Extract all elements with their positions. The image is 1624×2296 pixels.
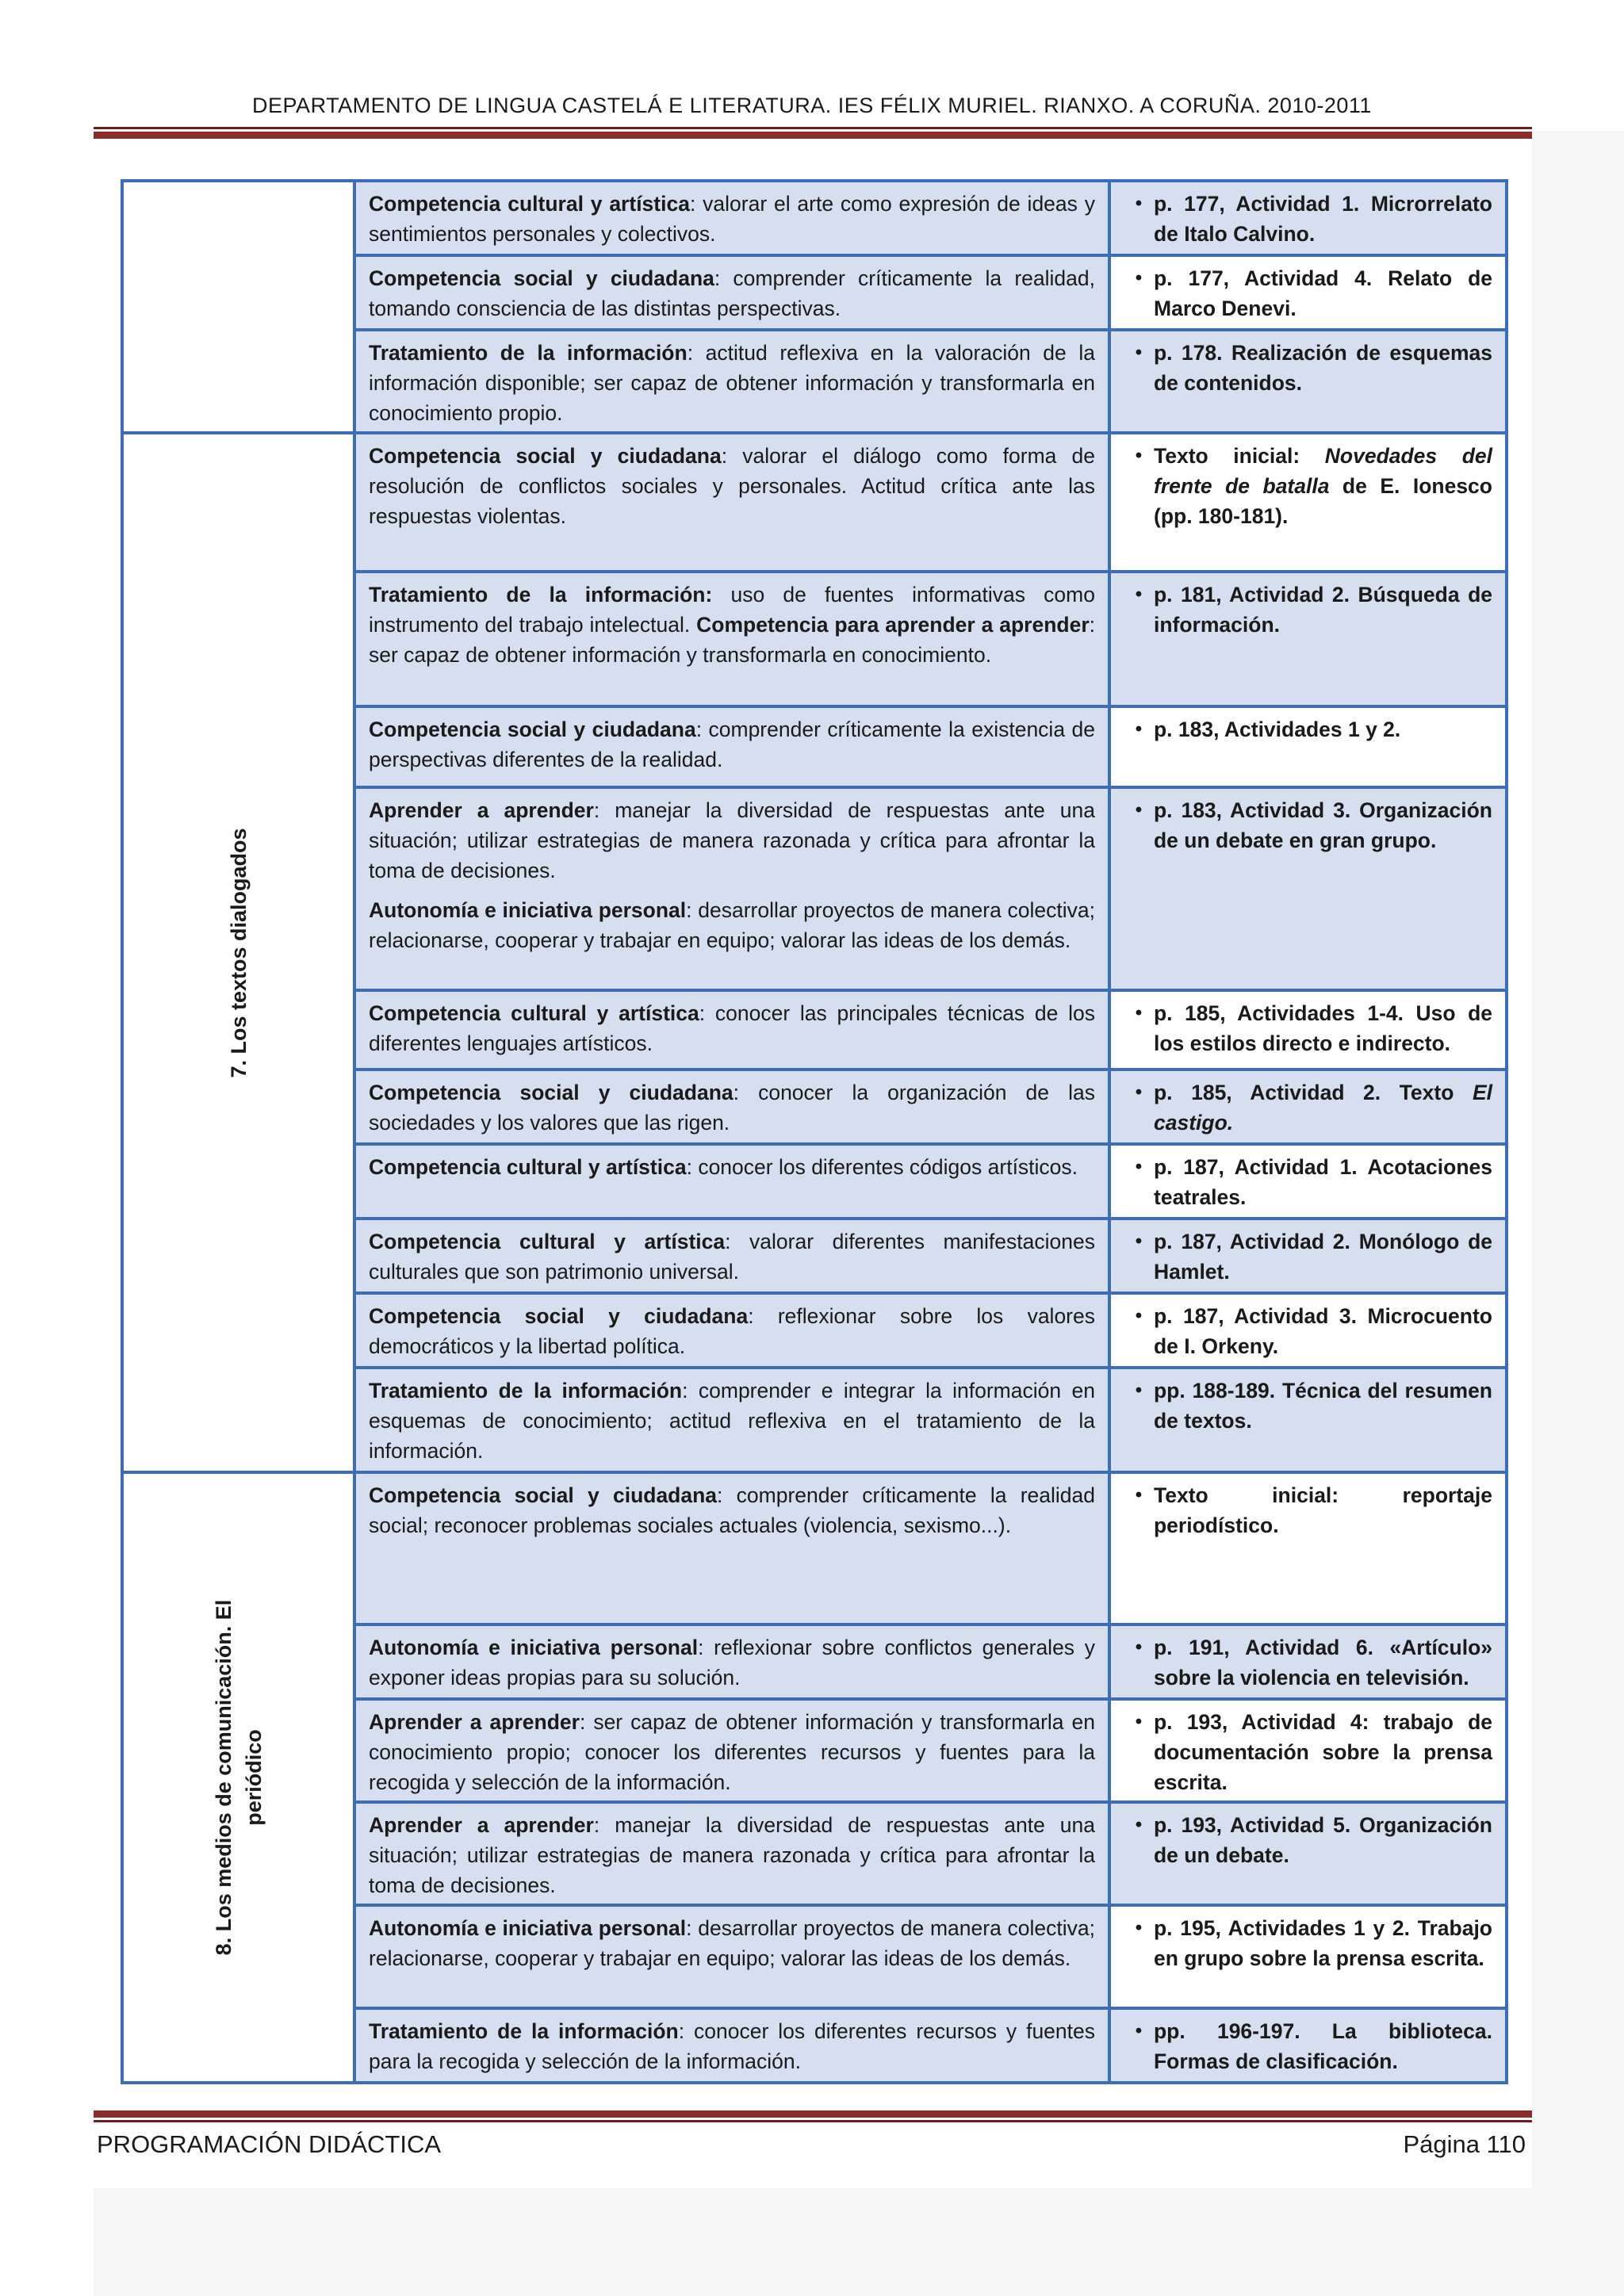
activity-item — [1124, 263, 1492, 323]
activity-text — [1154, 1632, 1492, 1693]
activity-cell — [1109, 181, 1507, 255]
competency-name: Competencia cultural y artística — [369, 192, 690, 216]
bullet-icon: • — [1135, 1380, 1143, 1401]
activity-item — [1124, 795, 1492, 855]
text-run: Texto inicial: — [1154, 444, 1325, 468]
activity-item — [1124, 1632, 1492, 1693]
competency-paragraph — [369, 1632, 1095, 1693]
activity-text — [1154, 580, 1492, 640]
activity-item — [1124, 714, 1492, 744]
text-run: : comprender críticamente la realidad social; reconocer problemas sociales actuales (violencia, sexismo...). — [369, 1483, 1095, 1537]
text-run: : reflexionar sobre conflictos generales y exponer ideas propias para su solución. — [369, 1636, 1095, 1689]
footer-rule — [94, 2110, 1532, 2122]
competency-paragraph — [369, 1376, 1095, 1466]
page-shadow-right — [1532, 131, 1624, 2296]
text-run: p. 177, Actividad 1. Microrrelato de Italo Calvino. — [1154, 192, 1492, 246]
activity-cell — [1109, 990, 1507, 1070]
competency-name: Competencia cultural y artística — [369, 1001, 699, 1025]
text-run: : reflexionar sobre los valores democráticos y la libertad política. — [369, 1304, 1095, 1358]
activity-cell — [1109, 330, 1507, 433]
competency-paragraph — [369, 580, 1095, 670]
text-run: p. 178. Realización de esquemas de contenidos. — [1154, 341, 1492, 395]
activity-text — [1154, 263, 1492, 323]
competency-name: Competencia social y ciudadana — [369, 1304, 749, 1328]
competency-cell — [354, 1472, 1109, 1624]
activity-cell — [1109, 1219, 1507, 1293]
text-run: : conocer las principales técnicas de los diferentes lenguajes artísticos. — [369, 1001, 1095, 1055]
bullet-icon: • — [1135, 1156, 1143, 1177]
bullet-icon: • — [1135, 1711, 1143, 1732]
activity-item — [1124, 580, 1492, 640]
activity-text — [1154, 338, 1492, 398]
activity-text — [1154, 1480, 1492, 1540]
activity-cell — [1109, 1472, 1507, 1624]
activity-cell — [1109, 1070, 1507, 1144]
competency-cell — [354, 433, 1109, 572]
competency-paragraph — [369, 1810, 1095, 1900]
competency-cell — [354, 1144, 1109, 1219]
competency-paragraph — [369, 1301, 1095, 1361]
competency-name: Competencia social y ciudadana — [369, 266, 714, 290]
competency-name: Aprender a aprender — [369, 1710, 580, 1734]
text-run: : valorar el diálogo como forma de resolución de conflictos sociales y personales. Actitud crítica ante las respuestas violentas. — [369, 444, 1095, 528]
text-run: p. 177, Actividad 4. Relato de Marco Denevi. — [1154, 266, 1492, 320]
competency-cell — [354, 2008, 1109, 2083]
activity-item — [1124, 1376, 1492, 1436]
activity-item — [1124, 1913, 1492, 1973]
activity-item — [1124, 1301, 1492, 1361]
work-title: El castigo. — [1154, 1081, 1492, 1135]
activity-cell — [1109, 1144, 1507, 1219]
competency-paragraph — [369, 895, 1095, 955]
activity-item — [1124, 1226, 1492, 1287]
activity-item — [1124, 189, 1492, 249]
unit-7-label: 7. Los textos dialogados — [226, 827, 251, 1078]
bullet-icon: • — [1135, 1081, 1143, 1103]
text-run: : comprender críticamente la existencia de perspectivas diferentes de la realidad. — [369, 718, 1095, 771]
page-number: Página 110 — [1403, 2130, 1526, 2158]
competency-paragraph — [369, 441, 1095, 531]
activity-text — [1154, 441, 1492, 531]
table-row — [122, 433, 1507, 572]
competency-paragraph — [369, 998, 1095, 1058]
text-run: p. 187, Actividad 1. Acotaciones teatrales. — [1154, 1155, 1492, 1209]
bullet-icon: • — [1135, 584, 1143, 605]
text-run: : ser capaz de obtener información y transformarla en conocimiento. — [369, 613, 1096, 667]
competency-cell — [354, 1293, 1109, 1368]
activity-text — [1154, 2016, 1492, 2076]
competency-paragraph — [369, 263, 1095, 323]
competency-name: Autonomía e iniciativa personal — [369, 898, 687, 922]
activity-cell — [1109, 787, 1507, 990]
competency-name: Competencia cultural y artística — [369, 1155, 687, 1179]
bullet-icon: • — [1135, 342, 1143, 363]
competency-paragraph — [369, 1077, 1095, 1138]
activity-item — [1124, 1077, 1492, 1138]
competency-cell — [354, 1368, 1109, 1472]
activity-text — [1154, 1376, 1492, 1436]
text-run: p. 185, Actividad 2. Texto — [1154, 1081, 1473, 1104]
activity-cell — [1109, 2008, 1507, 2083]
competency-cell — [354, 181, 1109, 255]
activity-cell — [1109, 1699, 1507, 1802]
competency-name: Tratamiento de la información: — [369, 583, 713, 607]
competency-cell — [354, 1802, 1109, 1905]
activity-cell — [1109, 706, 1507, 787]
activity-item — [1124, 998, 1492, 1058]
bullet-icon: • — [1135, 267, 1143, 289]
competency-name: Aprender a aprender — [369, 798, 594, 822]
activity-item — [1124, 1810, 1492, 1870]
unit-8-label-line2: periódico — [241, 1729, 266, 1826]
competency-cell — [354, 706, 1109, 787]
competency-paragraph — [369, 2016, 1095, 2076]
activity-text — [1154, 795, 1492, 855]
competency-name: Aprender a aprender — [369, 1813, 594, 1837]
text-run: uso de fuentes informativas como instrumento del trabajo intelectual. — [369, 583, 1095, 637]
bullet-icon: • — [1135, 1814, 1143, 1835]
competency-cell — [354, 255, 1109, 330]
competency-cell — [354, 1219, 1109, 1293]
page-shadow-bottom — [94, 2188, 1624, 2296]
activity-item — [1124, 1152, 1492, 1212]
bullet-icon: • — [1135, 1230, 1143, 1252]
bullet-icon: • — [1135, 1484, 1143, 1506]
competency-paragraph — [369, 795, 1095, 886]
activity-cell — [1109, 1802, 1507, 1905]
bullet-icon: • — [1135, 799, 1143, 821]
bullet-icon: • — [1135, 1636, 1143, 1658]
activity-cell — [1109, 572, 1507, 706]
activity-item — [1124, 1480, 1492, 1540]
activity-cell — [1109, 433, 1507, 572]
text-run: p. 187, Actividad 2. Monólogo de Hamlet. — [1154, 1230, 1492, 1284]
activity-cell — [1109, 1624, 1507, 1699]
activity-text — [1154, 1707, 1492, 1797]
activity-text — [1154, 1152, 1492, 1212]
unit-8-label-line1: 8. Los medios de comunicación. El — [211, 1599, 236, 1956]
text-run: p. 187, Actividad 3. Microcuento de I. Orkeny. — [1154, 1304, 1492, 1358]
text-run: : valorar diferentes manifestaciones culturales que son patrimonio universal. — [369, 1230, 1095, 1284]
activity-text — [1154, 1226, 1492, 1287]
competency-name: Competencia social y ciudadana — [369, 444, 722, 468]
competency-name: Tratamiento de la información — [369, 2019, 679, 2043]
text-run: p. 195, Actividades 1 y 2. Trabajo en grupo sobre la prensa escrita. — [1154, 1916, 1492, 1970]
bullet-icon: • — [1135, 718, 1143, 740]
bullet-icon: • — [1135, 1305, 1143, 1326]
competency-paragraph — [369, 1226, 1095, 1287]
activity-text — [1154, 189, 1492, 249]
activity-cell — [1109, 1905, 1507, 2008]
activity-text — [1154, 998, 1492, 1058]
text-run: : actitud reflexiva en la valoración de la información disponible; ser capaz de obtener información y transformarla en conocimiento propio. — [369, 341, 1095, 425]
unit-cell-8 — [122, 1472, 354, 2083]
competency-cell — [354, 990, 1109, 1070]
competency-paragraph — [369, 1480, 1095, 1540]
text-run: p. 183, Actividades 1 y 2. — [1154, 718, 1401, 741]
work-title: Novedades del frente de batalla — [1154, 444, 1492, 498]
unit-cell-previous — [122, 181, 354, 433]
competency-name: Competencia social y ciudadana — [369, 1081, 733, 1104]
activity-item — [1124, 1707, 1492, 1797]
text-run: : comprender críticamente la realidad, tomando consciencia de las distintas perspectivas. — [369, 266, 1095, 320]
text-run: p. 193, Actividad 4: trabajo de documentación sobre la prensa escrita. — [1154, 1710, 1492, 1794]
competency-cell — [354, 1624, 1109, 1699]
competency-paragraph — [369, 1152, 1095, 1182]
competency-cell — [354, 1699, 1109, 1802]
table-row — [122, 1472, 1507, 1624]
text-run: : desarrollar proyectos de manera colectiva; relacionarse, cooperar y trabajar en equipo; valorar las ideas de los demás. — [369, 898, 1095, 952]
unit-cell-7 — [122, 433, 354, 1472]
competency-paragraph — [369, 338, 1095, 428]
competency-cell — [354, 1070, 1109, 1144]
text-run: p. 181, Actividad 2. Búsqueda de información. — [1154, 583, 1492, 637]
text-run: : conocer los diferentes códigos artísticos. — [686, 1155, 1078, 1179]
activity-item — [1124, 441, 1492, 531]
text-run: p. 183, Actividad 3. Organización de un debate en gran grupo. — [1154, 798, 1492, 852]
text-run: p. 193, Actividad 5. Organización de un debate. — [1154, 1813, 1492, 1867]
competency-cell — [354, 1905, 1109, 2008]
competency-paragraph — [369, 714, 1095, 775]
competency-name: Competencia cultural y artística — [369, 1230, 726, 1253]
text-run: : ser capaz de obtener información y transformarla en conocimiento propio; conocer los diferentes recursos y fuentes para la recogida y selección de la información. — [369, 1710, 1096, 1794]
bullet-icon: • — [1135, 445, 1143, 466]
activity-text — [1154, 1810, 1492, 1870]
competency-paragraph — [369, 1707, 1095, 1797]
activity-cell — [1109, 1293, 1507, 1368]
activity-text — [1154, 1077, 1492, 1138]
competencies-table — [121, 179, 1508, 2084]
competency-name: Competencia para aprender a aprender — [696, 613, 1090, 637]
table-row — [122, 181, 1507, 255]
text-run: pp. 196-197. La biblioteca. Formas de clasificación. — [1154, 2019, 1492, 2073]
footer-title: PROGRAMACIÓN DIDÁCTICA — [97, 2130, 442, 2158]
bullet-icon: • — [1135, 193, 1143, 214]
text-run: : desarrollar proyectos de manera colectiva; relacionarse, cooperar y trabajar en equipo; valorar las ideas de los demás. — [369, 1916, 1095, 1970]
text-run: : valorar el arte como expresión de ideas y sentimientos personales y colectivos. — [369, 192, 1095, 246]
competency-paragraph — [369, 189, 1095, 249]
text-run: de E. Ionesco (pp. 180-181). — [1154, 474, 1492, 528]
activity-text — [1154, 1913, 1492, 1973]
text-run: Texto inicial: reportaje periodístico. — [1154, 1483, 1492, 1537]
header-rule — [94, 127, 1532, 139]
activity-text — [1154, 1301, 1492, 1361]
competency-cell — [354, 572, 1109, 706]
text-run: p. 191, Actividad 6. «Artículo» sobre la violencia en televisión. — [1154, 1636, 1492, 1689]
competency-name: Autonomía e iniciativa personal — [369, 1636, 699, 1659]
activity-text — [1154, 714, 1492, 744]
text-run: pp. 188-189. Técnica del resumen de textos. — [1154, 1379, 1492, 1433]
activity-cell — [1109, 1368, 1507, 1472]
text-run: : manejar la diversidad de respuestas ante una situación; utilizar estrategias de manera razonada y crítica para afrontar la toma de decisiones. — [369, 1813, 1096, 1897]
text-run: : conocer los diferentes recursos y fuentes para la recogida y selección de la información. — [369, 2019, 1096, 2073]
competency-cell — [354, 330, 1109, 433]
bullet-icon: • — [1135, 1917, 1143, 1938]
competency-name: Competencia social y ciudadana — [369, 718, 696, 741]
competency-name: Tratamiento de la información — [369, 1379, 683, 1402]
text-run: : conocer la organización de las sociedades y los valores que las rigen. — [369, 1081, 1095, 1135]
unit-8-label — [209, 1600, 269, 1956]
competency-name: Tratamiento de la información — [369, 341, 688, 365]
competency-name: Competencia social y ciudadana — [369, 1483, 718, 1507]
bullet-icon: • — [1135, 1002, 1143, 1024]
text-run: : manejar la diversidad de respuestas ante una situación; utilizar estrategias de manera razonada y crítica para afrontar la toma de decisiones. — [369, 798, 1096, 882]
text-run: : comprender e integrar la información en esquemas de conocimiento; actitud reflexiva en el tratamiento de la información. — [369, 1379, 1095, 1463]
competency-name: Autonomía e iniciativa personal — [369, 1916, 687, 1940]
page-header: DEPARTAMENTO DE LINGUA CASTELÁ E LITERATURA. IES FÉLIX MURIEL. RIANXO. A CORUÑA. 2010-2011 — [252, 94, 1372, 117]
text-run: p. 185, Actividades 1-4. Uso de los estilos directo e indirecto. — [1154, 1001, 1492, 1055]
activity-item — [1124, 2016, 1492, 2076]
competency-cell — [354, 787, 1109, 990]
activity-cell — [1109, 255, 1507, 330]
activity-item — [1124, 338, 1492, 398]
competency-paragraph — [369, 1913, 1095, 1973]
bullet-icon: • — [1135, 2020, 1143, 2042]
